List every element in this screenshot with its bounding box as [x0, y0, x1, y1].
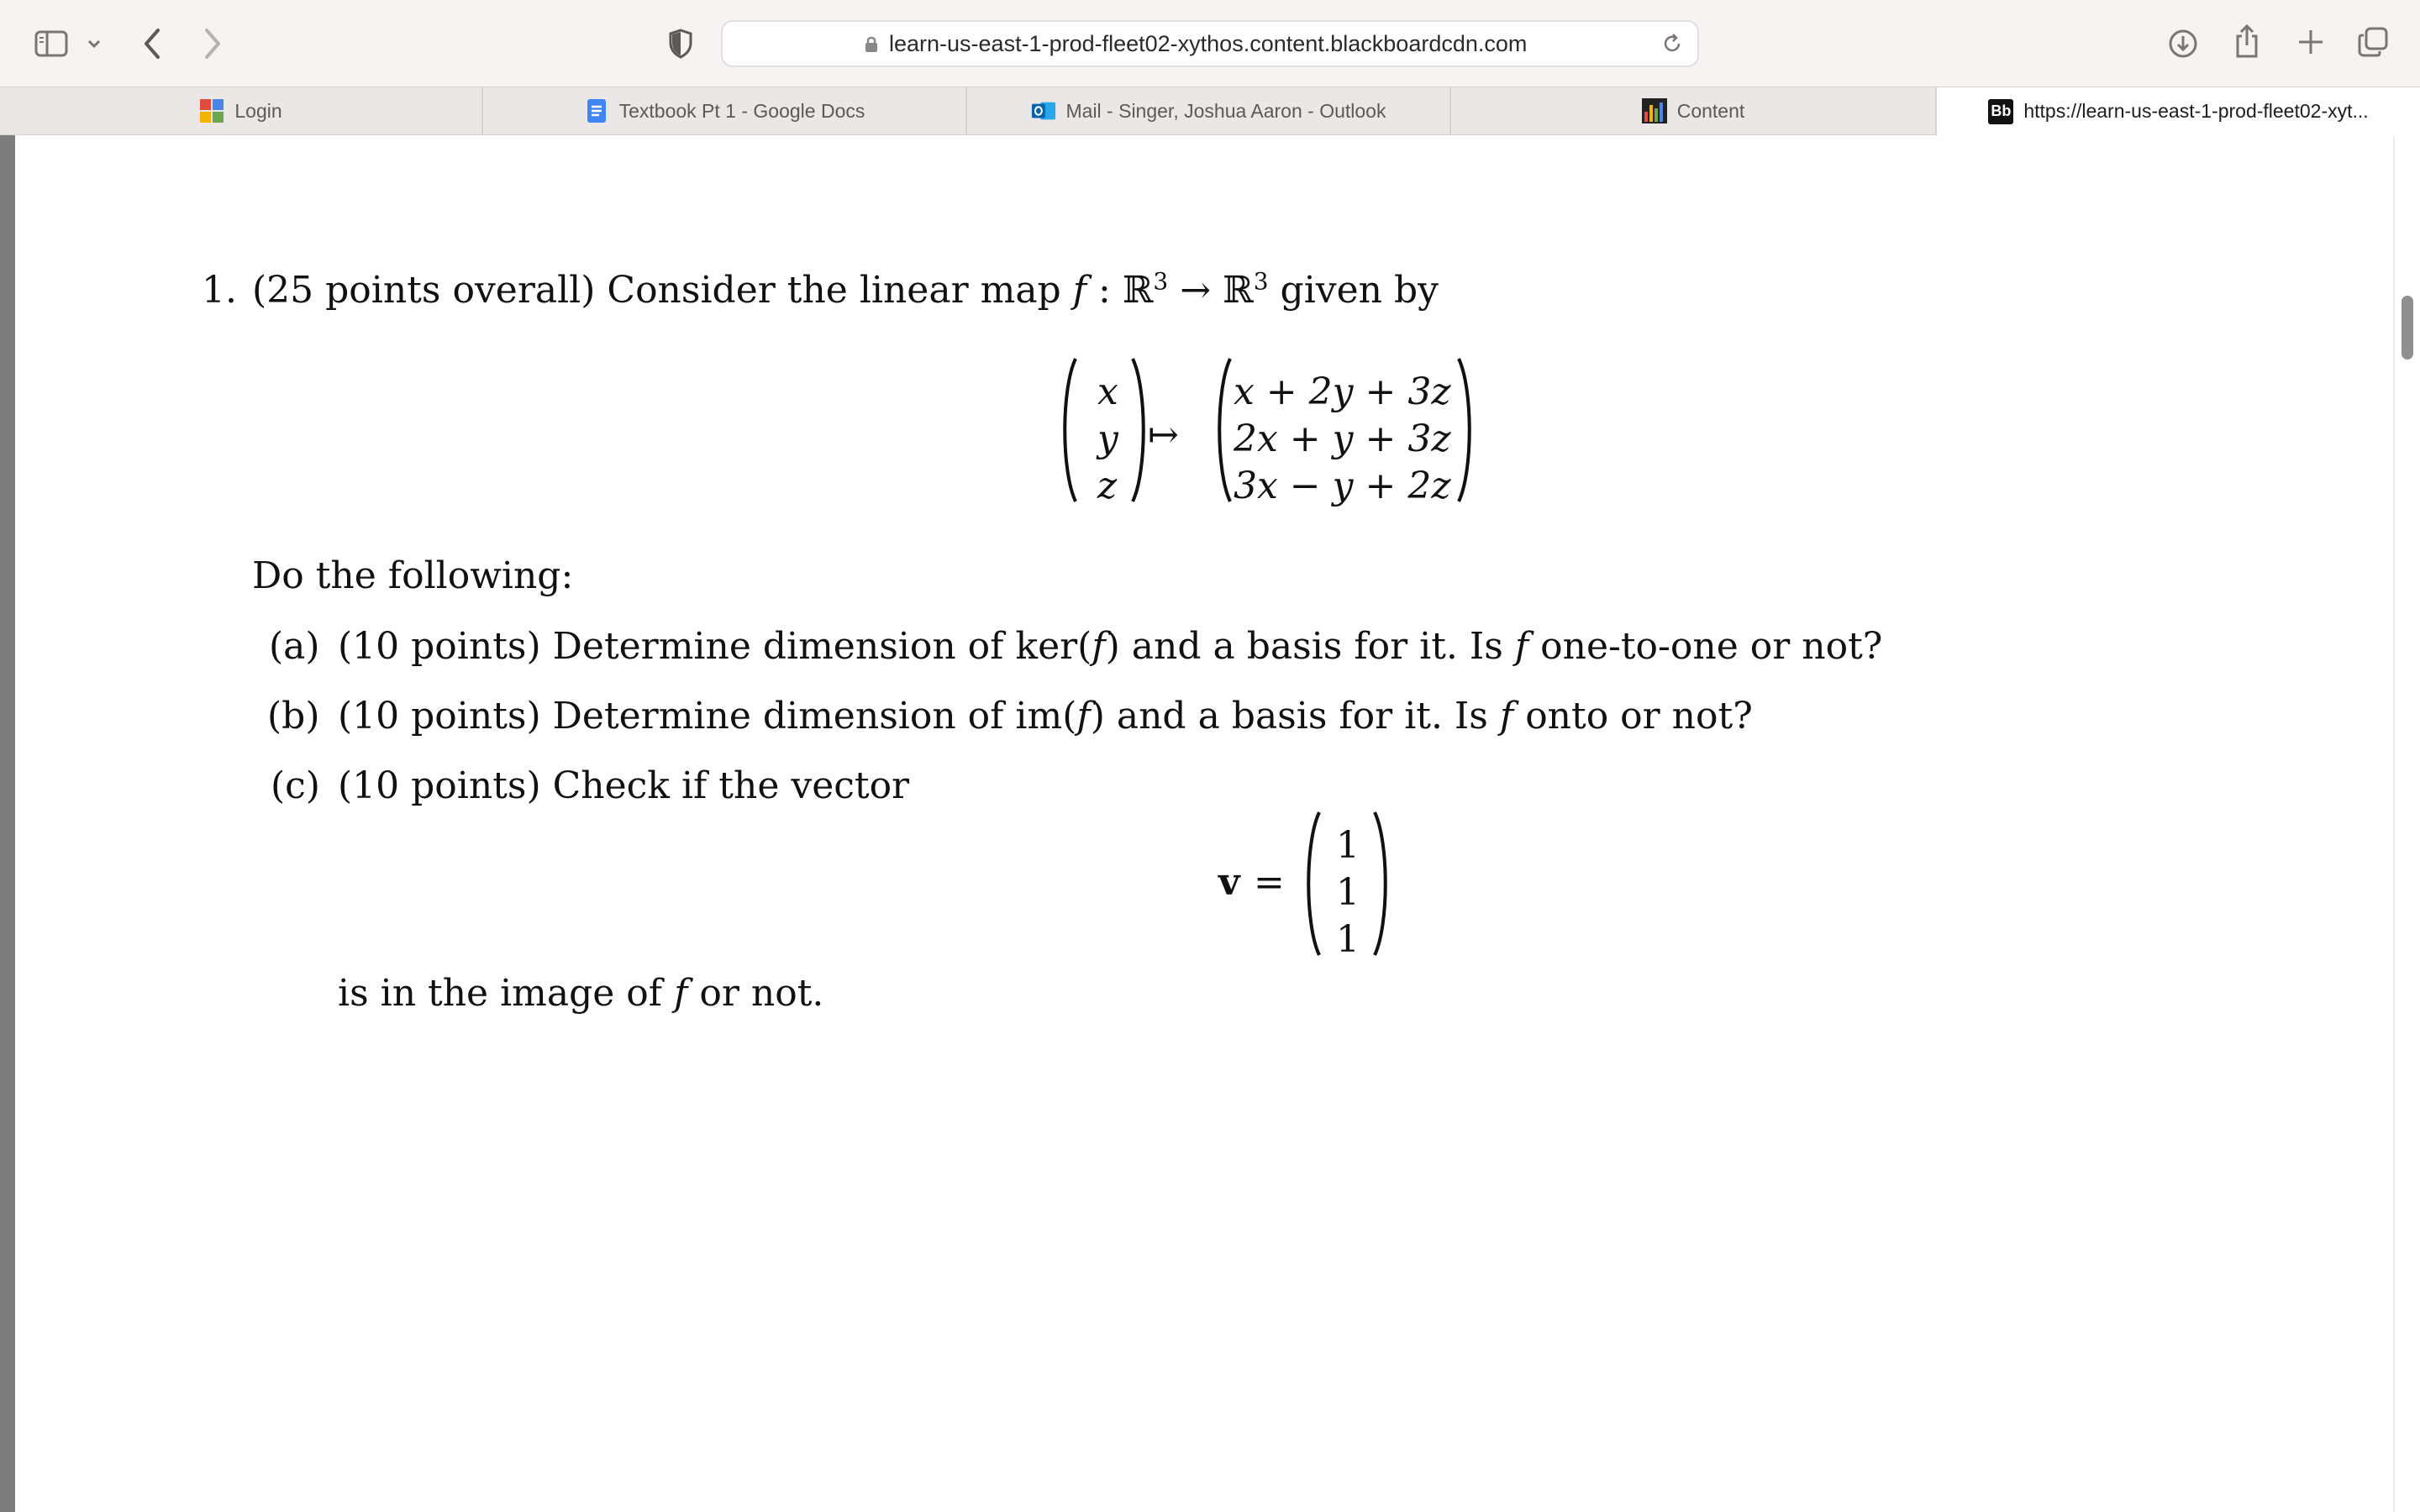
part-c-tail	[338, 972, 824, 1015]
v-entry-3: 1	[1336, 918, 1360, 961]
forward-arrow-icon[interactable]	[197, 25, 229, 62]
problem-number: 1.	[202, 269, 237, 312]
tab-label: Login	[234, 99, 282, 122]
domain-R: ℝ	[1122, 269, 1154, 312]
scrollbar-thumb[interactable]	[2402, 296, 2413, 360]
codomain-exponent: 3	[1253, 267, 1269, 296]
browser-toolbar	[0, 0, 2420, 87]
output-row-3: 3x − y + 2z	[1234, 465, 1451, 507]
blackboard-favicon	[1988, 99, 2013, 124]
part-a-after: ) and a basis for it. Is	[1105, 625, 1503, 668]
part-b-after: ) and a basis for it. Is	[1090, 695, 1488, 738]
sidebar-toggle-icon[interactable]	[34, 29, 69, 59]
part-a-before: (10 points) Determine dimension of ker(	[338, 625, 1092, 668]
pdf-document	[15, 135, 2368, 1512]
part-c-tail-after: or not.	[699, 972, 824, 1015]
content-chart-favicon	[1642, 98, 1667, 123]
f-symbol: f	[1072, 269, 1087, 312]
login-favicon	[199, 98, 224, 123]
tab-login[interactable]	[0, 87, 483, 134]
f-symbol: f	[1076, 695, 1091, 738]
part-a-text	[338, 625, 1883, 668]
share-icon[interactable]	[2230, 22, 2264, 60]
outlook-favicon	[1031, 98, 1056, 123]
f-symbol: f	[1499, 695, 1514, 738]
part-b-text	[338, 695, 1753, 738]
part-b-label: (b)	[267, 695, 320, 738]
part-b-end: onto or not?	[1525, 695, 1753, 738]
v-entry-1: 1	[1336, 824, 1360, 867]
tab-label: Content	[1676, 99, 1745, 122]
address-url: learn-us-east-1-prod-fleet02-xythos.content.blackboardcdn.com	[889, 31, 1528, 56]
part-a-label: (a)	[269, 625, 320, 668]
map-arrow: →	[1180, 269, 1212, 312]
part-c-label: (c)	[271, 764, 320, 807]
tab-label: Textbook Pt 1 - Google Docs	[618, 99, 865, 122]
f-symbol: f	[1092, 625, 1106, 668]
pdf-viewer-left-edge	[0, 135, 15, 1512]
f-symbol: f	[674, 972, 688, 1015]
privacy-shield-icon[interactable]	[666, 27, 696, 60]
tab-google-docs[interactable]	[483, 87, 967, 134]
problem-statement	[252, 267, 1439, 312]
left-paren	[1301, 809, 1323, 958]
vector-v	[1301, 809, 1393, 961]
part-c-tail-before: is in the image of	[338, 972, 663, 1015]
part-a-end: one-to-one or not?	[1540, 625, 1883, 668]
part-c-text: (10 points) Check if the vector	[338, 764, 910, 807]
output-vector	[1212, 355, 1477, 505]
input-vector	[1057, 355, 1151, 505]
reload-icon[interactable]	[1660, 32, 1684, 60]
vector-v-name: v	[1218, 861, 1240, 904]
output-row-2: 2x + y + 3z	[1234, 417, 1451, 460]
problem-intro: (25 points overall) Consider the linear map	[252, 269, 1061, 312]
tab-label: https://learn-us-east-1-prod-fleet02-xyt...	[2023, 100, 2369, 122]
domain-exponent: 3	[1153, 267, 1169, 296]
lock-icon	[864, 35, 879, 58]
tab-content[interactable]	[1451, 87, 1937, 134]
tab-overview-icon[interactable]	[2356, 25, 2390, 59]
chevron-down-icon[interactable]	[84, 34, 104, 54]
v-entry-2: 1	[1336, 871, 1360, 914]
tab-label: Mail - Singer, Joshua Aaron - Outlook	[1065, 99, 1386, 122]
given-by: given by	[1280, 269, 1439, 312]
tab-outlook-mail[interactable]	[967, 87, 1451, 134]
new-tab-plus-icon[interactable]	[2294, 25, 2328, 59]
codomain-R: ℝ	[1223, 269, 1254, 312]
input-x: x	[1097, 370, 1118, 413]
blackboard-favicon-text: Bb	[1991, 102, 2012, 119]
mapsto-arrow: ↦	[1148, 413, 1179, 456]
address-bar[interactable]	[721, 20, 1699, 67]
colon: :	[1098, 269, 1111, 312]
right-paren	[1371, 809, 1393, 958]
do-following: Do the following:	[252, 554, 574, 597]
download-icon[interactable]	[2166, 27, 2200, 60]
vector-v-equals: =	[1254, 861, 1285, 904]
output-row-1: x + 2y + 3z	[1234, 370, 1451, 413]
input-y: y	[1097, 417, 1118, 460]
input-z: z	[1097, 465, 1118, 507]
f-symbol: f	[1514, 625, 1529, 668]
google-docs-favicon	[584, 98, 609, 123]
left-paren	[1212, 355, 1234, 505]
tab-bar	[0, 87, 2420, 135]
part-b-before: (10 points) Determine dimension of im(	[338, 695, 1077, 738]
tab-blackboard-active[interactable]	[1937, 87, 2420, 135]
right-paren	[1455, 355, 1477, 505]
back-arrow-icon[interactable]	[136, 25, 168, 62]
left-paren	[1057, 355, 1079, 505]
